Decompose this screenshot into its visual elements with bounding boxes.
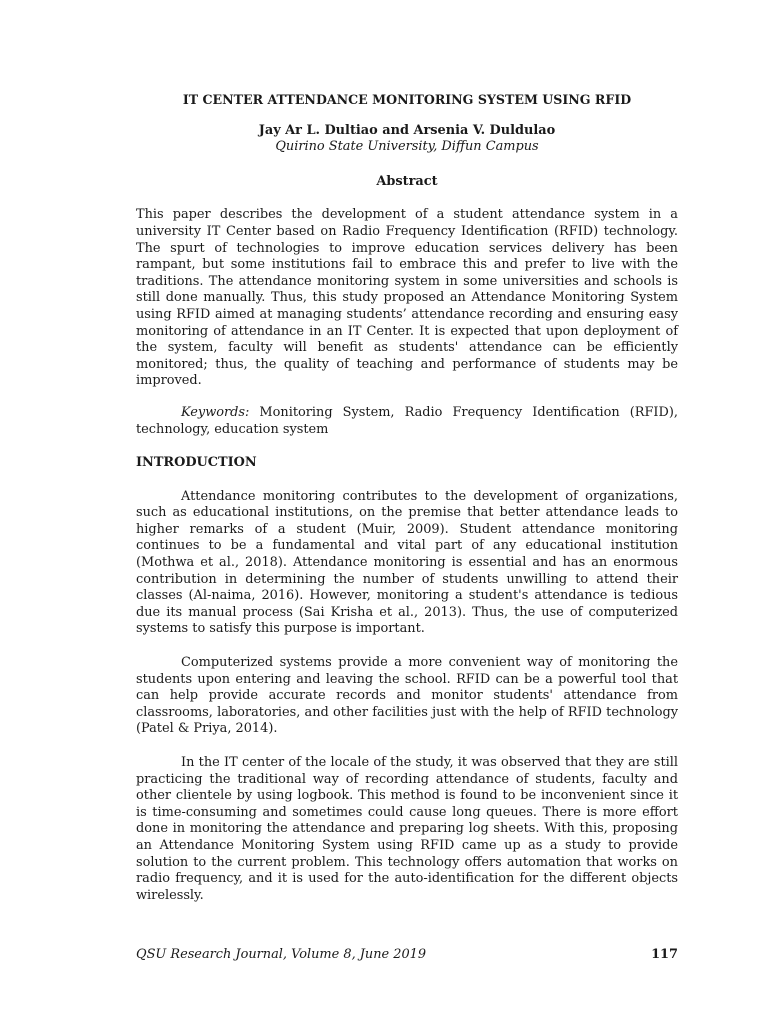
journal-citation: QSU Research Journal, Volume 8, June 2019 — [136, 947, 427, 962]
author-affiliation: Quirino State University, Diffun Campus — [275, 139, 539, 155]
abstract-text: This paper describes the development of a student attendance system in a university IT Center based on Radio Frequency Identification (RFID) technology. The spurt of technologies to improve education services delivery has been rampant, but some institutions fail to embrace this and prefer to live with the traditions. The attendance monitoring system in some universities and schools is still done manually. Thus, this study proposed an Attendance Monitoring System using RFID aimed at managing students’ attendance recording and ensuring easy monitoring of attendance in an IT Center. It is expected that upon deployment of the system, faculty will benefit as students' attendance can be efficiently monitored; thus, the quality of teaching and performance of students may be improved. — [136, 207, 678, 389]
intro-paragraph-3: In the IT center of the locale of the study, it was observed that they are still practicing the traditional way of recording attendance of students, faculty and other clientele by using logbook. This method is found to be inconvenient since it is time-consuming and sometimes could cause long queues. There is more effort done in monitoring the attendance and preparing log sheets. With this, proposing an Attendance Monitoring System using RFID came up as a study to provide solution to the current problem. This technology offers automation that works on radio frequency, and it is used for the auto-identification for the different objects wirelessly. — [136, 755, 678, 903]
intro-paragraph-2: Computerized systems provide a more convenient way of monitoring the students upon entering and leaving the school. RFID can be a powerful tool that can help provide accurate records and monitor students' attendance from classrooms, laboratories, and other facilities just with the help of RFID technology (Patel & Priya, 2014). — [136, 655, 678, 737]
page-footer — [136, 947, 678, 962]
paper-authors: Jay Ar L. Dultiao and Arsenia V. Duldulao — [258, 122, 556, 138]
introduction-heading: INTRODUCTION — [136, 455, 257, 471]
keywords-label: Keywords: — [181, 404, 250, 420]
keywords-text: Monitoring System, Radio Frequency Identification (RFID), technology, education system — [136, 404, 678, 437]
intro-paragraph-1: Attendance monitoring contributes to the development of organizations, such as educational institutions, on the premise that better attendance leads to higher remarks of a student (Muir, 2009). Student attendance monitoring continues to be a fundamental and vital part of any educational institution (Mothwa et al., 2018). Attendance monitoring is essential and has an enormous contribution in determining the number of students unwilling to attend their classes (Al-naima, 2016). However, monitoring a student's attendance is tedious due its manual process (Sai Krisha et al., 2013). Thus, the use of computerized systems to satisfy this purpose is important. — [136, 488, 678, 637]
paper-title: IT CENTER ATTENDANCE MONITORING SYSTEM USING RFID — [182, 92, 632, 107]
page-number: 117 — [651, 947, 678, 962]
abstract-heading: Abstract — [376, 173, 438, 189]
paper-body — [136, 92, 678, 904]
keywords — [136, 405, 678, 438]
